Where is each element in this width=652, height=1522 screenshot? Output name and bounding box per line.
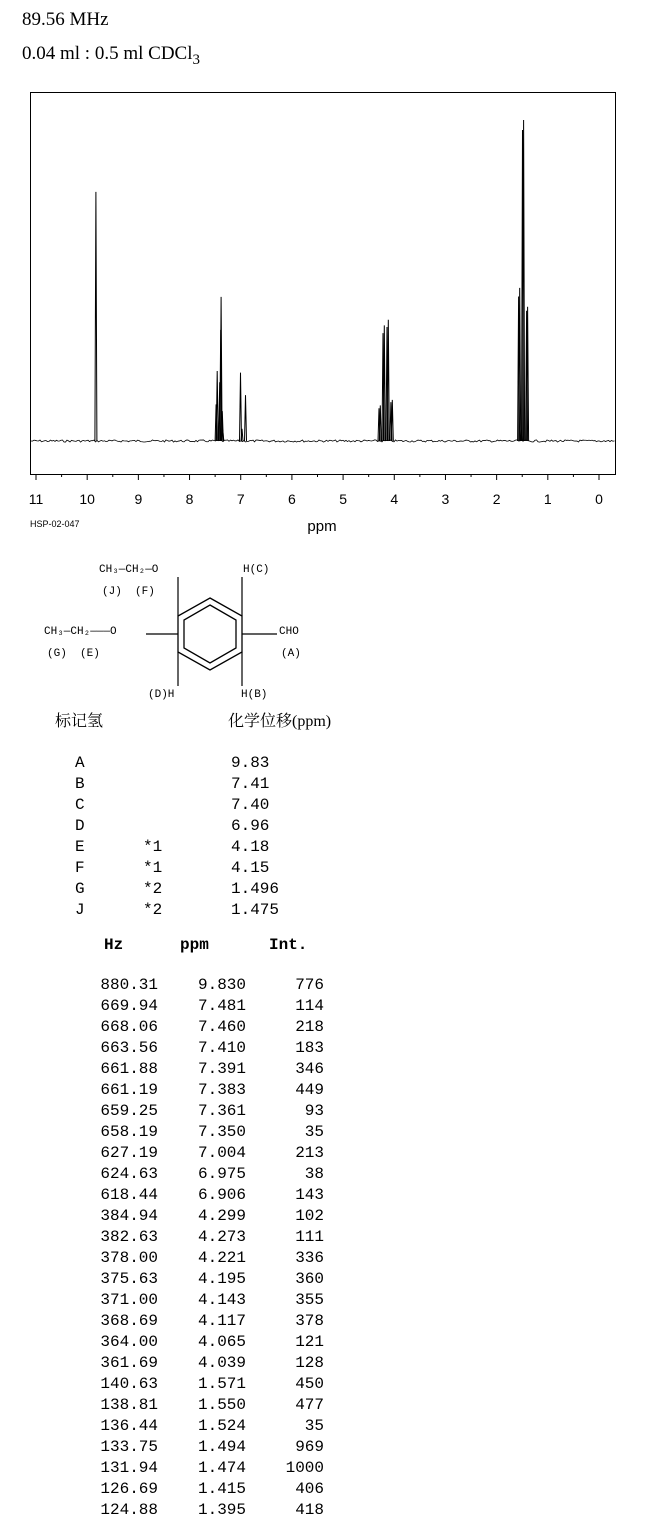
peak-hz: 140.63: [100, 1375, 158, 1393]
peak-row: [0, 1312, 400, 1333]
assignment-row: [0, 754, 400, 775]
peak-row: [0, 976, 400, 997]
peak-ppm: 1.415: [197, 1480, 246, 1498]
peak-int: 218: [295, 1018, 324, 1036]
peak-int: 213: [295, 1144, 324, 1162]
peak-hz: 378.00: [100, 1249, 158, 1267]
peak-hz: 131.94: [100, 1459, 158, 1477]
peak-hz: 627.19: [100, 1144, 158, 1162]
x-tick-label: 0: [595, 491, 603, 507]
assignment-mark: *1: [143, 838, 163, 856]
peak-int: 449: [295, 1081, 324, 1099]
spectrum-peak: [95, 192, 97, 441]
peak-hz: 138.81: [100, 1396, 158, 1414]
peak-hz: 624.63: [100, 1165, 158, 1183]
peak-int: 183: [295, 1039, 324, 1057]
assignment-ppm: 1.496: [231, 880, 280, 898]
spectrum-peak: [245, 395, 247, 441]
peak-ppm: 7.361: [197, 1102, 246, 1120]
peak-int: 35: [304, 1123, 324, 1141]
peak-ppm: 1.524: [197, 1417, 246, 1435]
peak-int: 102: [295, 1207, 324, 1225]
peak-hz: 661.19: [100, 1081, 158, 1099]
structure-a-label: (A): [281, 648, 301, 660]
peak-row: [0, 1501, 400, 1522]
structure-hb: H(B): [241, 689, 268, 701]
spectrum-code: HSP-02-047: [30, 519, 80, 529]
peak-ppm: 4.143: [197, 1291, 246, 1309]
spectrum-peaks: [95, 120, 529, 441]
peak-hz: 659.25: [100, 1102, 158, 1120]
peak-hz: 384.94: [100, 1207, 158, 1225]
peak-hz: 371.00: [100, 1291, 158, 1309]
assignment-label: D: [75, 817, 85, 835]
peak-row: [0, 1207, 400, 1228]
assignment-label: C: [75, 796, 85, 814]
assignment-ppm: 7.41: [231, 775, 270, 793]
peak-ppm: 4.299: [197, 1207, 246, 1225]
peak-int: 93: [304, 1102, 324, 1120]
nmr-spectrum-chart: [0, 80, 652, 540]
peak-ppm: 6.906: [197, 1186, 246, 1204]
peak-row: [0, 1102, 400, 1123]
x-tick-label: 6: [288, 491, 296, 507]
peak-ppm: 7.383: [197, 1081, 246, 1099]
peak-int: 477: [295, 1396, 324, 1414]
peak-row: [0, 1375, 400, 1396]
peak-hz: 368.69: [100, 1312, 158, 1330]
peak-ppm: 4.065: [197, 1333, 246, 1351]
assignment-row: [0, 880, 400, 901]
peak-int: 114: [295, 997, 324, 1015]
assignment-row: [0, 775, 400, 796]
peak-int: 121: [295, 1333, 324, 1351]
peak-hz: 133.75: [100, 1438, 158, 1456]
assignment-mark: *2: [143, 880, 163, 898]
peak-int: 418: [295, 1501, 324, 1519]
structure-hc: H(C): [243, 564, 270, 576]
x-tick-label: 2: [492, 491, 501, 507]
x-axis-label: ppm: [307, 518, 337, 535]
peak-row: [0, 1123, 400, 1144]
peak-ppm: 7.350: [197, 1123, 246, 1141]
peak-int: 776: [295, 976, 324, 994]
x-tick-label: 3: [441, 491, 450, 507]
x-tick-label: 4: [390, 491, 399, 507]
x-tick-label: 1: [543, 491, 552, 507]
assignment-row: [0, 796, 400, 817]
peak-ppm: 7.410: [197, 1039, 246, 1057]
peak-int: 1000: [285, 1459, 324, 1477]
assignment-label: J: [75, 901, 85, 919]
peak-row: [0, 1165, 400, 1186]
peak-header-ppm: ppm: [180, 936, 209, 954]
x-axis-tick-labels: [29, 491, 603, 507]
peak-ppm: 4.039: [197, 1354, 246, 1372]
peak-int: 378: [295, 1312, 324, 1330]
peak-hz: 669.94: [100, 997, 158, 1015]
peak-header-int: Int.: [269, 936, 308, 954]
structure-cho: CHO: [279, 626, 299, 638]
peak-row: [0, 1060, 400, 1081]
peak-int: 346: [295, 1060, 324, 1078]
peak-row: [0, 1081, 400, 1102]
peak-int: 406: [295, 1480, 324, 1498]
assignment-label: F: [75, 859, 85, 877]
assignment-ppm: 4.15: [231, 859, 270, 877]
assignment-row: [0, 901, 400, 922]
structure-dh: (D)H: [148, 689, 175, 701]
peak-hz: 880.31: [100, 976, 158, 994]
peak-row: [0, 1480, 400, 1501]
peak-header-hz: Hz: [104, 936, 124, 954]
peak-row: [0, 1459, 400, 1480]
x-tick-label: 7: [236, 491, 245, 507]
structure-ch3ch2o-mid: CH₃—CH₂———O: [44, 626, 117, 638]
peak-ppm: 7.460: [197, 1018, 246, 1036]
x-tick-label: 8: [185, 491, 194, 507]
peak-row: [0, 1018, 400, 1039]
solvent-subscript: 3: [192, 51, 200, 68]
assignment-row: [0, 838, 400, 859]
peak-ppm: 7.004: [197, 1144, 246, 1162]
peak-ppm: 1.395: [197, 1501, 246, 1519]
benzene-inner-ring: [184, 605, 236, 663]
peak-int: 360: [295, 1270, 324, 1288]
x-tick-label: 10: [79, 491, 95, 507]
assignment-header-shift: 化学位移(ppm): [228, 713, 332, 730]
peak-row: [0, 1144, 400, 1165]
peak-int: 336: [295, 1249, 324, 1267]
peak-row: [0, 1249, 400, 1270]
peak-hz: 375.63: [100, 1270, 158, 1288]
peak-int: 969: [295, 1438, 324, 1456]
peak-hz: 661.88: [100, 1060, 158, 1078]
assignment-mark: *2: [143, 901, 163, 919]
peak-ppm: 4.117: [197, 1312, 246, 1330]
peak-ppm: 7.481: [197, 997, 246, 1015]
peak-ppm: 9.830: [197, 976, 246, 994]
assignment-label: E: [75, 838, 85, 856]
peak-row: [0, 1270, 400, 1291]
peak-hz: 618.44: [100, 1186, 158, 1204]
x-tick-label: 9: [134, 491, 143, 507]
peak-int: 355: [295, 1291, 324, 1309]
assignment-label: G: [75, 880, 85, 898]
peak-ppm: 1.494: [197, 1438, 246, 1456]
assignment-ppm: 1.475: [231, 901, 280, 919]
peak-hz: 126.69: [100, 1480, 158, 1498]
peak-int: 450: [295, 1375, 324, 1393]
peak-int: 143: [295, 1186, 324, 1204]
peak-row: [0, 1291, 400, 1312]
peak-row: [0, 1333, 400, 1354]
peak-ppm: 4.221: [197, 1249, 246, 1267]
benzene-ring: [178, 598, 242, 670]
spectrometer-frequency: 89.56 MHz: [22, 9, 109, 30]
peak-hz: 382.63: [100, 1228, 158, 1246]
peak-row: [0, 997, 400, 1018]
x-tick-label: 5: [339, 491, 347, 507]
assignment-row: [0, 859, 400, 880]
assignment-mark: *1: [143, 859, 163, 877]
peak-row: [0, 1186, 400, 1207]
peak-ppm: 1.571: [197, 1375, 246, 1393]
peak-ppm: 4.273: [197, 1228, 246, 1246]
assignment-ppm: 7.40: [231, 796, 270, 814]
assignment-ppm: 4.18: [231, 838, 270, 856]
peak-int: 128: [295, 1354, 324, 1372]
peak-hz: 364.00: [100, 1333, 158, 1351]
peak-row: [0, 1396, 400, 1417]
peak-hz: 124.88: [100, 1501, 158, 1519]
peak-row: [0, 1438, 400, 1459]
peak-row: [0, 1417, 400, 1438]
peak-hz: 136.44: [100, 1417, 158, 1435]
peak-ppm: 7.391: [197, 1060, 246, 1078]
structure-jf-label: (J) (F): [102, 586, 155, 598]
peak-int: 35: [304, 1417, 324, 1435]
spectrum-peak: [240, 373, 242, 441]
peak-hz: 668.06: [100, 1018, 158, 1036]
peak-hz: 663.56: [100, 1039, 158, 1057]
peak-ppm: 1.550: [197, 1396, 246, 1414]
peak-ppm: 6.975: [197, 1165, 246, 1183]
structure-ge-label: (G) (E): [47, 648, 100, 660]
peak-row: [0, 1039, 400, 1060]
assignment-label: A: [75, 754, 85, 772]
assignment-row: [0, 817, 400, 838]
sample-solvent: [22, 43, 200, 69]
assignment-ppm: 6.96: [231, 817, 270, 835]
assignment-label: B: [75, 775, 85, 793]
solvent-text: 0.04 ml : 0.5 ml CDCl: [22, 43, 193, 64]
x-tick-label: 11: [28, 491, 44, 507]
peak-ppm: 4.195: [197, 1270, 246, 1288]
structure-ch3ch2o-top: CH₃—CH₂—O: [99, 564, 159, 576]
peak-row: [0, 1228, 400, 1249]
peak-row: [0, 1354, 400, 1375]
assignment-ppm: 9.83: [231, 754, 270, 772]
peak-ppm: 1.474: [197, 1459, 246, 1477]
spectrum-peak: [391, 400, 393, 441]
peak-int: 38: [304, 1165, 324, 1183]
assignment-header-hydrogen: 标记氢: [55, 713, 104, 730]
peak-hz: 361.69: [100, 1354, 158, 1372]
peak-hz: 658.19: [100, 1123, 158, 1141]
peak-int: 111: [295, 1228, 324, 1246]
